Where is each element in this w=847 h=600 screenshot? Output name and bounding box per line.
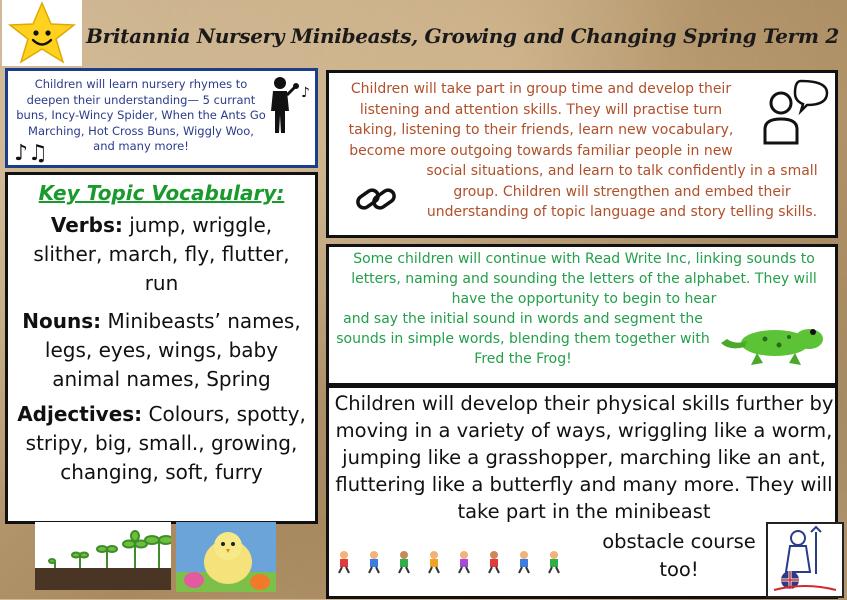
nouns-section (16, 307, 307, 394)
seedlings-photo (35, 522, 171, 590)
svg-text:♪: ♪ (301, 85, 310, 101)
rwi-text-top: Some children will continue with Read Write Inc, linking sounds to letters, naming and sounding the letters of the alphabet. They will have the opportunity to begin to hear (351, 251, 817, 307)
link-chain-icon (353, 179, 399, 219)
vocabulary-panel (5, 172, 318, 524)
school-logo (2, 0, 82, 66)
physical-text-top: Children will develop their physical skills further by moving in a variety of ways, wriggling like a worm, jumping like a grasshopper, marching like an ant, fluttering like a butterfly and many more. They will take part in the minibeast (334, 392, 834, 523)
adjectives-list: Colours, spotty, stripy, big, small., growing, changing, soft, furry (25, 402, 306, 484)
britannia-badge-logo (766, 522, 844, 598)
vocab-heading: Key Topic Vocabulary: (38, 181, 285, 205)
smiley-star-icon (2, 0, 82, 66)
group-time-text-top: Children will take part in group time and develop their listening and attention skills. They will practise turn taking, listening to their friends, learn new vocabulary, become more outgoing towards familiar people in new (348, 81, 734, 159)
read-write-inc-panel (326, 244, 838, 386)
adjectives-section (16, 400, 307, 487)
page-title: Britannia Nursery Minibeasts, Growing and Changing Spring Term 2 (86, 24, 840, 48)
fred-the-frog-icon (717, 317, 829, 367)
nouns-list: Minibeasts’ names, legs, eyes, wings, baby animal names, Spring (44, 309, 301, 391)
verbs-label: Verbs: (50, 213, 123, 237)
rwi-text-bottom: and say the initial sound in words and segment the sounds in simple words, blending them together with Fred the Frog! (336, 311, 710, 367)
group-time-panel (326, 70, 838, 238)
adjectives-label: Adjectives: (17, 402, 143, 426)
singer-icon (263, 75, 313, 135)
marching-children-picture (330, 546, 578, 576)
nursery-rhymes-panel (5, 68, 318, 168)
rhymes-text: Children will learn nursery rhymes to deepen their understanding— 5 currant buns, Incy-Wincy Spider, When the Ants Go Marching, Hot Cross Buns, Wiggly Woo, and many more! (16, 77, 266, 153)
nouns-label: Nouns: (22, 309, 102, 333)
people-talking-icon (759, 77, 829, 147)
verbs-section (16, 211, 307, 298)
chick-photo (176, 522, 276, 592)
physical-text-bottom: obstacle course too! (602, 530, 756, 581)
music-notes-icon: ♪♫ (14, 141, 48, 166)
verbs-list: jump, wriggle, slither, march, fly, flutter, run (33, 213, 290, 295)
group-time-text-bottom: social situations, and learn to talk confidently in a small group. Children will strengthen and embed their understanding of topic language and story telling skills. (426, 163, 818, 220)
